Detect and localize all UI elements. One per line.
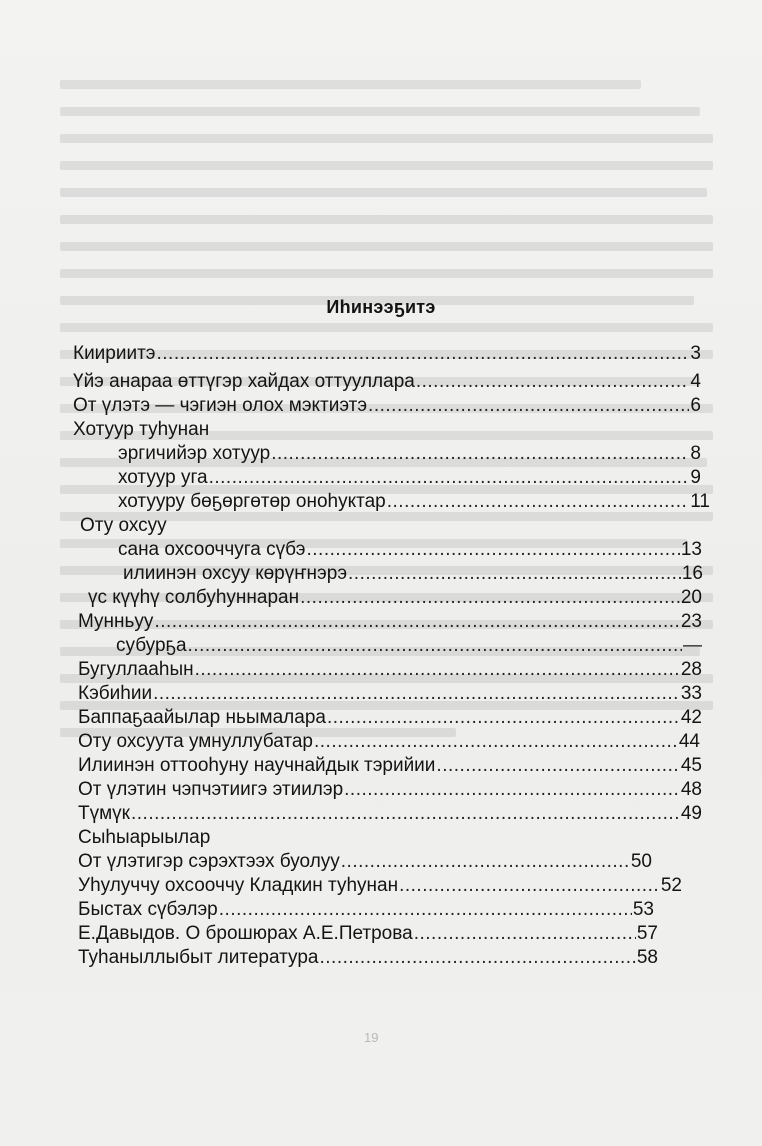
toc-leader-dots <box>414 922 636 946</box>
toc-leader-dots <box>307 538 680 562</box>
toc-entry-label: Илиинэн оттооһуну научнайдык тэрийии <box>78 755 436 776</box>
toc-entry-page: 28 <box>680 659 702 680</box>
toc-entry-page: 50 <box>630 851 652 872</box>
toc-entry <box>78 754 702 778</box>
toc-entry-page: 52 <box>660 875 682 896</box>
toc-leader-dots <box>219 898 632 922</box>
toc-entry <box>118 538 702 562</box>
toc-entry <box>73 394 701 418</box>
toc-entry <box>78 922 658 946</box>
toc-entry-page: — <box>683 635 702 656</box>
toc-entry-label: үс күүһү солбуһуннаран <box>88 587 300 608</box>
toc-entry <box>78 946 658 970</box>
toc-entry-label: Сыһыарыылар <box>78 827 211 848</box>
toc-entry <box>78 898 654 922</box>
toc-leader-dots <box>387 490 690 514</box>
toc-entry <box>123 562 703 586</box>
toc-entry <box>73 370 701 394</box>
toc-entry-page: 3 <box>690 343 701 364</box>
toc-leader-dots <box>131 802 680 826</box>
toc-title: Иһинээҕитэ <box>326 297 436 317</box>
toc-leader-dots <box>153 682 680 706</box>
toc-entry <box>78 826 210 850</box>
toc-entry-page: 57 <box>636 923 658 944</box>
toc-leader-dots <box>399 874 660 898</box>
toc-entry-label: хотуур уга <box>118 467 208 488</box>
toc-entry-label: Е.Давыдов. О брошюрах А.Е.Петрова <box>78 923 413 944</box>
toc-leader-dots <box>157 342 690 366</box>
toc-entry-label: Оту охсуу <box>80 515 167 536</box>
toc-entry-label: хотууру бөҕөргөтөр оноһуктар <box>118 491 386 512</box>
toc-entry-label: Түмүк <box>78 803 130 824</box>
toc-entry-label: субурҕа <box>116 635 187 656</box>
toc-entry-page: 33 <box>680 683 702 704</box>
toc-entry <box>73 342 701 366</box>
toc-leader-dots <box>341 850 630 874</box>
toc-entry <box>118 466 701 490</box>
toc-entry <box>73 418 209 442</box>
toc-entry-label: От үлэтэ — чэгиэн олох мэктиэтэ <box>73 395 368 416</box>
toc-entry-label: Уһулуччу охсооччу Кладкин туһунан <box>78 875 399 896</box>
toc-entry <box>78 682 702 706</box>
toc-entry <box>80 514 167 538</box>
toc-leader-dots <box>368 394 689 418</box>
toc-entry-page: 6 <box>690 395 701 416</box>
toc-entry-label: Хотуур туһунан <box>73 419 210 440</box>
toc-entry-page: 53 <box>632 899 654 920</box>
toc-entry-page: 20 <box>680 587 702 608</box>
toc-entry-page: 8 <box>690 443 701 464</box>
toc-entry-page: 45 <box>680 755 702 776</box>
toc-entry <box>78 874 682 898</box>
toc-entry-label: Оту охсуута умнуллубатар <box>78 731 313 752</box>
toc-entry-label: Кэбиһии <box>78 683 153 704</box>
toc-entry <box>78 802 702 826</box>
toc-leader-dots <box>327 706 680 730</box>
toc-entry <box>118 490 710 514</box>
toc-entry-label: От үлэтин чэпчэтиигэ этиилэр <box>78 779 344 800</box>
toc-leader-dots <box>188 634 682 658</box>
toc-entry <box>78 706 702 730</box>
toc-leader-dots <box>436 754 679 778</box>
toc-entry-page: 13 <box>680 539 702 560</box>
toc-leader-dots <box>195 658 680 682</box>
toc-leader-dots <box>416 370 690 394</box>
page-number: 19 <box>364 1030 379 1045</box>
toc-leader-dots <box>344 778 680 802</box>
toc-leader-dots <box>348 562 681 586</box>
toc-leader-dots <box>209 466 690 490</box>
toc-entry-page: 42 <box>680 707 702 728</box>
toc-entry-page: 16 <box>681 563 703 584</box>
toc-entry-label: сана охсооччуга сүбэ <box>118 539 306 560</box>
toc-entry-page: 9 <box>690 467 701 488</box>
toc-entry-label: Мунньуу <box>78 611 154 632</box>
toc-entry-page: 44 <box>678 731 700 752</box>
toc-entry-label: От үлэтигэр сэрэхтээх буолуу <box>78 851 340 872</box>
toc-entry-label: эргичийэр хотуур <box>118 443 271 464</box>
toc-entry <box>78 730 700 754</box>
toc-entry-page: 58 <box>636 947 658 968</box>
toc-entry-page: 11 <box>690 491 710 512</box>
toc-entry-label: Бугуллааһын <box>78 659 194 680</box>
toc-entry <box>78 610 702 634</box>
toc-entry-page: 48 <box>680 779 702 800</box>
toc-entry <box>118 442 701 466</box>
toc-entry <box>78 778 702 802</box>
toc-entry-label: Баппаҕаайылар ньымалара <box>78 707 326 728</box>
toc-entry-page: 49 <box>680 803 702 824</box>
toc-entry-label: Быстах сүбэлэр <box>78 899 218 920</box>
toc-leader-dots <box>300 586 680 610</box>
toc-entry-label: Үйэ анараа өттүгэр хайдах оттууллара <box>73 371 415 392</box>
toc-entry <box>88 586 702 610</box>
toc-entry <box>78 850 652 874</box>
toc-entry-label: илиинэн охсуу көрүҥнэрэ <box>123 563 348 584</box>
toc-entry <box>116 634 702 658</box>
toc-entry-page: 4 <box>690 371 701 392</box>
toc-leader-dots <box>319 946 635 970</box>
toc-leader-dots <box>271 442 689 466</box>
toc-leader-dots <box>314 730 678 754</box>
toc-entry-label: Туһаныллыбыт литература <box>78 947 319 968</box>
toc-leader-dots <box>154 610 679 634</box>
toc-entry-label: Киириитэ <box>73 343 156 364</box>
toc-entry-page: 23 <box>680 611 702 632</box>
toc-entry <box>78 658 702 682</box>
